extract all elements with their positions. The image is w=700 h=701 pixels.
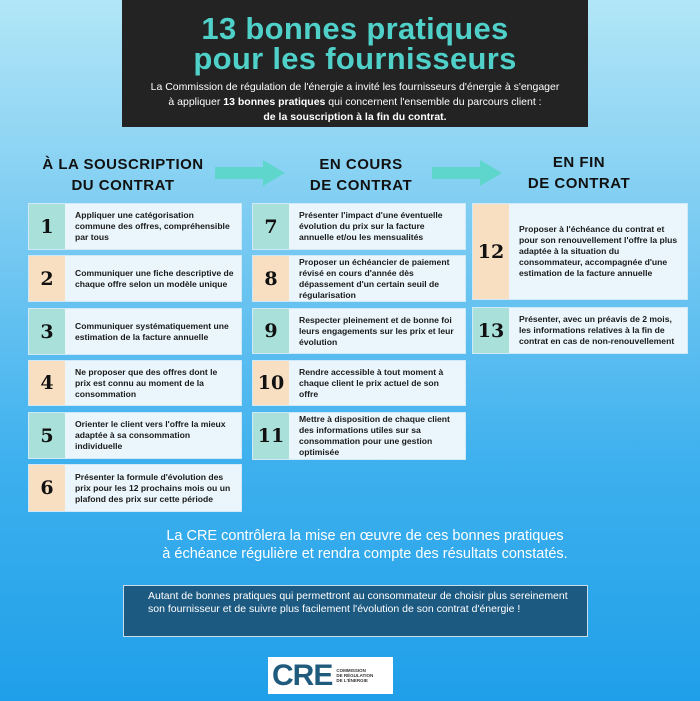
logo-mark: CRE bbox=[272, 658, 333, 692]
conclusion-box bbox=[123, 585, 588, 637]
practice-number: 13 bbox=[473, 308, 509, 353]
cre-logo bbox=[268, 657, 393, 694]
heading-line: À LA SOUSCRIPTION bbox=[42, 156, 204, 173]
practice-number: 8 bbox=[253, 256, 289, 301]
practice-card bbox=[252, 255, 466, 302]
practice-text: Appliquer une catégorisation commune des offres, compréhensible par tous bbox=[75, 210, 230, 242]
practice-number: 9 bbox=[253, 309, 289, 353]
control-line-1: La CRE contrôlera la mise en œuvre de ces bonnes pratiques bbox=[166, 528, 564, 544]
page-title bbox=[122, 0, 588, 74]
conclusion-text: Autant de bonnes pratiques qui permettront au consommateur de choisir plus sereinement son fournisseur et de suivre plus facilement l'évolution de son contrat d'énergie ! bbox=[148, 590, 568, 615]
practice-text: Proposer un échéancier de paiement révisé en cours d'année dès dépassement d'un certain seuil de régularisation bbox=[299, 256, 450, 300]
practice-text: Rendre accessible à tout moment à chaque client le prix actuel de son offre bbox=[299, 366, 444, 399]
practice-number: 1 bbox=[29, 204, 65, 249]
practice-number: 2 bbox=[29, 256, 65, 301]
intro-line-2 bbox=[122, 95, 588, 110]
intro-post: qui concernent l'ensemble du parcours client : bbox=[325, 96, 542, 108]
practice-card bbox=[252, 360, 466, 406]
practice-card bbox=[28, 464, 242, 512]
intro-bold: 13 bonnes pratiques bbox=[223, 96, 326, 108]
heading-line: DE CONTRAT bbox=[527, 175, 631, 192]
practice-text: Orienter le client vers l'offre la mieux adaptée à sa consommation individuelle bbox=[75, 419, 226, 451]
intro-pre: à appliquer bbox=[168, 96, 224, 108]
practice-card bbox=[28, 308, 242, 355]
practice-number: 7 bbox=[253, 204, 289, 249]
practice-text: Présenter l'impact d'une éventuelle évolution du prix sur la facture annuelle et/ou les mensualités bbox=[299, 210, 443, 242]
practice-card bbox=[28, 360, 242, 406]
practice-text: Présenter, avec un préavis de 2 mois, les informations relatives à la fin de contrat en cas de non-renouvellement bbox=[519, 314, 675, 346]
logo-sub: DE RÉGULATION bbox=[336, 673, 374, 678]
control-line-2: à échéance régulière et rendra compte des résultats constatés. bbox=[162, 546, 568, 562]
practice-card bbox=[252, 308, 466, 354]
practice-card bbox=[472, 307, 688, 354]
practice-number: 4 bbox=[29, 361, 65, 405]
arrow-right-icon bbox=[432, 160, 502, 186]
practice-text: Communiquer systématiquement une estimation de la facture annuelle bbox=[75, 320, 229, 342]
practice-card bbox=[472, 203, 688, 300]
practice-text: Proposer à l'échéance du contrat et pour son renouvellement l'offre la plus adaptée à la situation du consommateur, accompagnée d'une estimation de la facture annuelle bbox=[519, 224, 678, 278]
logo-sub: COMMISSION bbox=[336, 668, 366, 673]
intro-line-1: La Commission de régulation de l'énergie a invité les fournisseurs d'énergie à s'engager bbox=[150, 81, 560, 93]
title-line-1: 13 bonnes pratiques bbox=[201, 11, 509, 46]
practice-card bbox=[28, 255, 242, 302]
logo-sub: DE L'ÉNERGIE bbox=[336, 678, 368, 683]
practice-text: Respecter pleinement et de bonne foi leurs engagements sur les prix et leur évolution bbox=[299, 314, 454, 347]
practice-number: 10 bbox=[253, 361, 289, 405]
practice-number: 12 bbox=[473, 204, 509, 299]
practice-card bbox=[252, 412, 466, 460]
practice-text: Ne proposer que des offres dont le prix est connu au moment de la consommation bbox=[75, 366, 218, 399]
practice-card bbox=[28, 412, 242, 459]
logo-subtitle bbox=[336, 668, 373, 683]
practice-text: Présenter la formule d'évolution des prix pour les 12 prochains mois ou un plafond des prix sur cette période bbox=[75, 471, 231, 504]
practice-card bbox=[252, 203, 466, 250]
intro-line-3: de la souscription à la fin du contrat. bbox=[263, 111, 447, 123]
control-statement bbox=[100, 527, 630, 563]
column-heading-subscription bbox=[23, 154, 223, 196]
arrow-right-icon bbox=[215, 160, 285, 186]
column-heading-end bbox=[479, 152, 679, 194]
heading-line: DE CONTRAT bbox=[309, 177, 413, 194]
practice-card bbox=[28, 203, 242, 250]
title-line-2: pour les fournisseurs bbox=[193, 41, 517, 76]
intro-text bbox=[122, 80, 588, 125]
header-banner bbox=[122, 0, 588, 127]
practice-number: 3 bbox=[29, 309, 65, 354]
practice-number: 5 bbox=[29, 413, 65, 458]
heading-line: EN COURS bbox=[319, 156, 403, 173]
heading-line: DU CONTRAT bbox=[71, 177, 175, 194]
practice-text: Communiquer une fiche descriptive de chaque offre selon un modèle unique bbox=[75, 267, 234, 289]
practice-number: 6 bbox=[29, 465, 65, 511]
column-heading-during bbox=[261, 154, 461, 196]
practice-number: 11 bbox=[253, 413, 289, 459]
heading-line: EN FIN bbox=[552, 154, 606, 171]
practice-text: Mettre à disposition de chaque client des informations utiles sur sa consommation pour une gestion optimisée bbox=[299, 414, 450, 457]
